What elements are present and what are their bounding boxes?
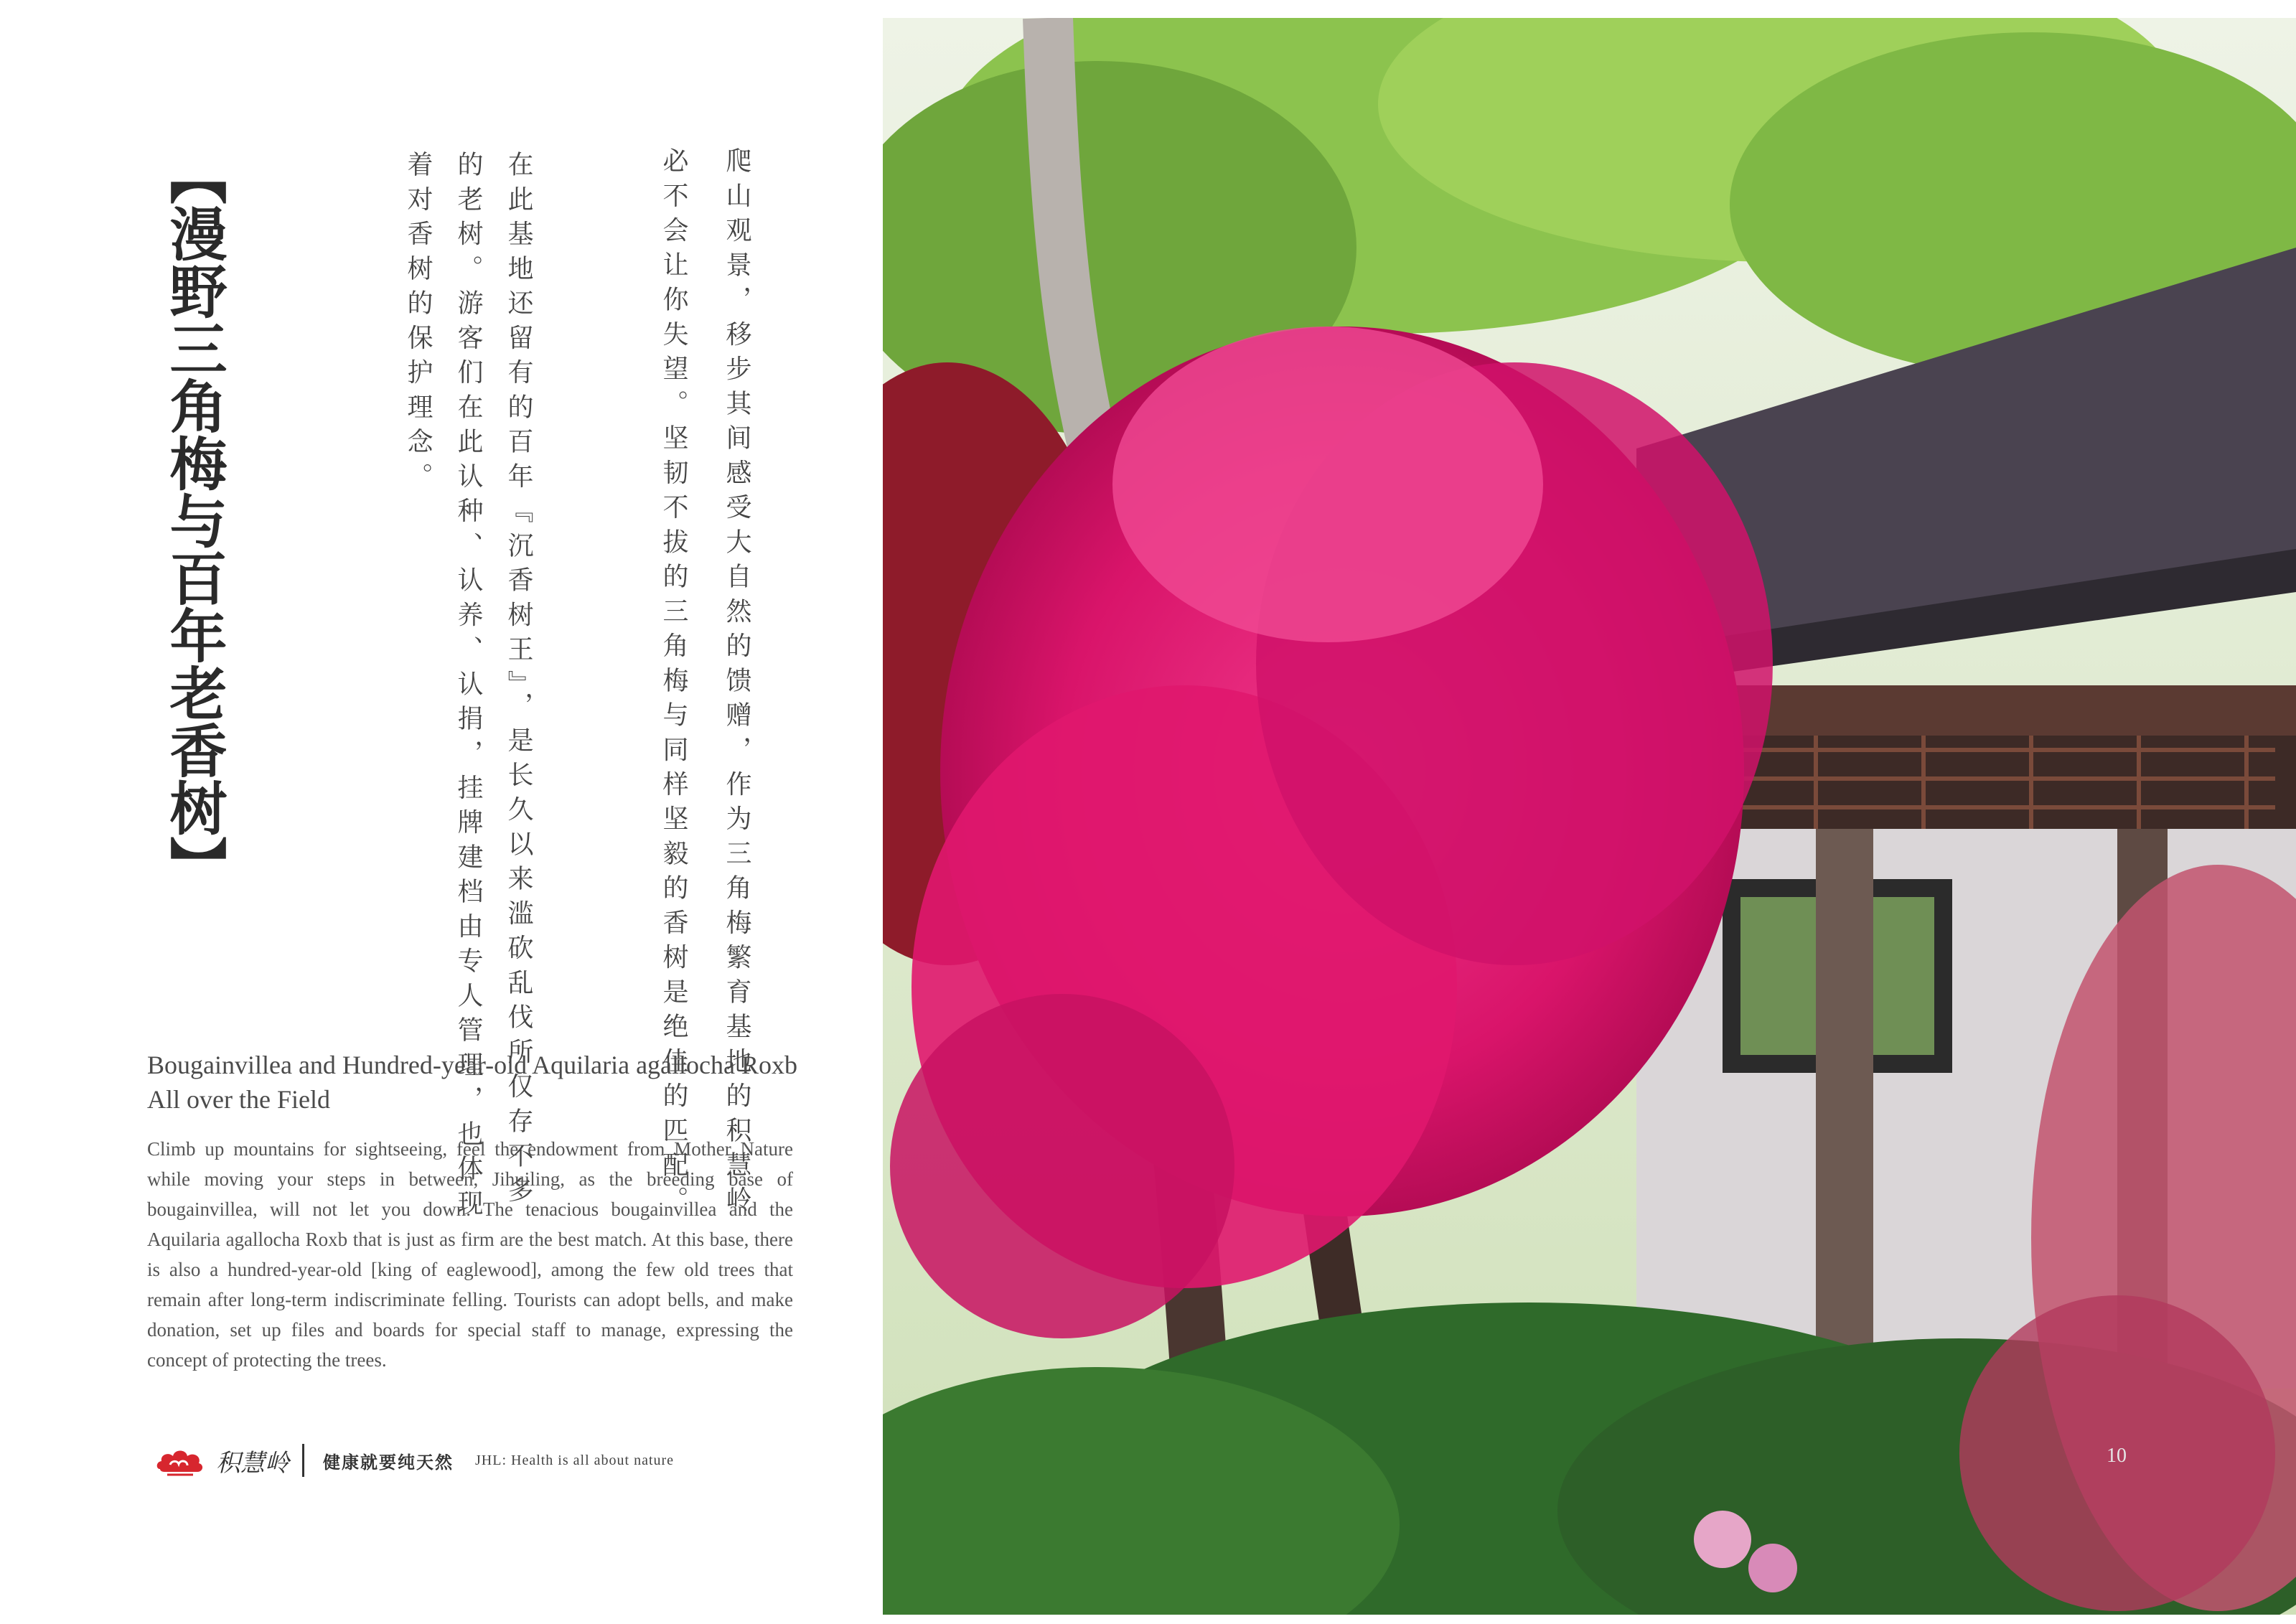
garden-photo-image	[883, 18, 2296, 1615]
body-cn-paragraph-1: 爬山观景，移步其间感受大自然的馈赠，作为三角梅繁育基地的积慧岭 必不会让你失望。坚韧不拔的三角梅与同样坚毅的香树是绝佳的匹配。	[659, 147, 751, 1221]
page-title-en: Bougainvillea and Hundred-year-old Aquilaria agallocha Roxb All over the Field	[147, 1051, 797, 1114]
page-number: 10	[2107, 1445, 2127, 1467]
slogan-en: JHL: Health is all about nature	[475, 1452, 675, 1468]
body-en: Climb up mountains for sightseeing, feel the endowment from Mother Nature while moving your steps in between, Jihuiling, as the breeding base of bougainvillea, will not let you down. The tenacious bougainvillea and the Aquilaria agallocha Roxb that is just as firm are the best match. At this base, there is also a hundred-year-old [king of eaglewood], among the few old trees that remain after long-term indiscriminate felling. Tourists can adopt bells, and make donation, set up files and boards for special staff to manage, expressing the concept of protecting the trees.	[147, 1138, 793, 1371]
footer-divider	[302, 1444, 304, 1477]
body-cn-paragraph-2: 在此基地还留有的百年『沉香树王』，是长久以来滥砍乱伐所仅存不多 的老树。游客们在此认种、认养、认捐，挂牌建档由专人管理，也体现 着对香树的保护理念。	[403, 151, 533, 1224]
garden-photo	[883, 18, 2296, 1615]
page-title-cn: 【漫野三角梅与百年老香树】	[160, 147, 228, 893]
brand-name: 积慧岭	[216, 1448, 289, 1478]
footer	[154, 1439, 674, 1482]
slogan-cn: 健康就要纯天然	[323, 1452, 454, 1473]
red-cloud-logo-icon	[154, 1440, 206, 1480]
